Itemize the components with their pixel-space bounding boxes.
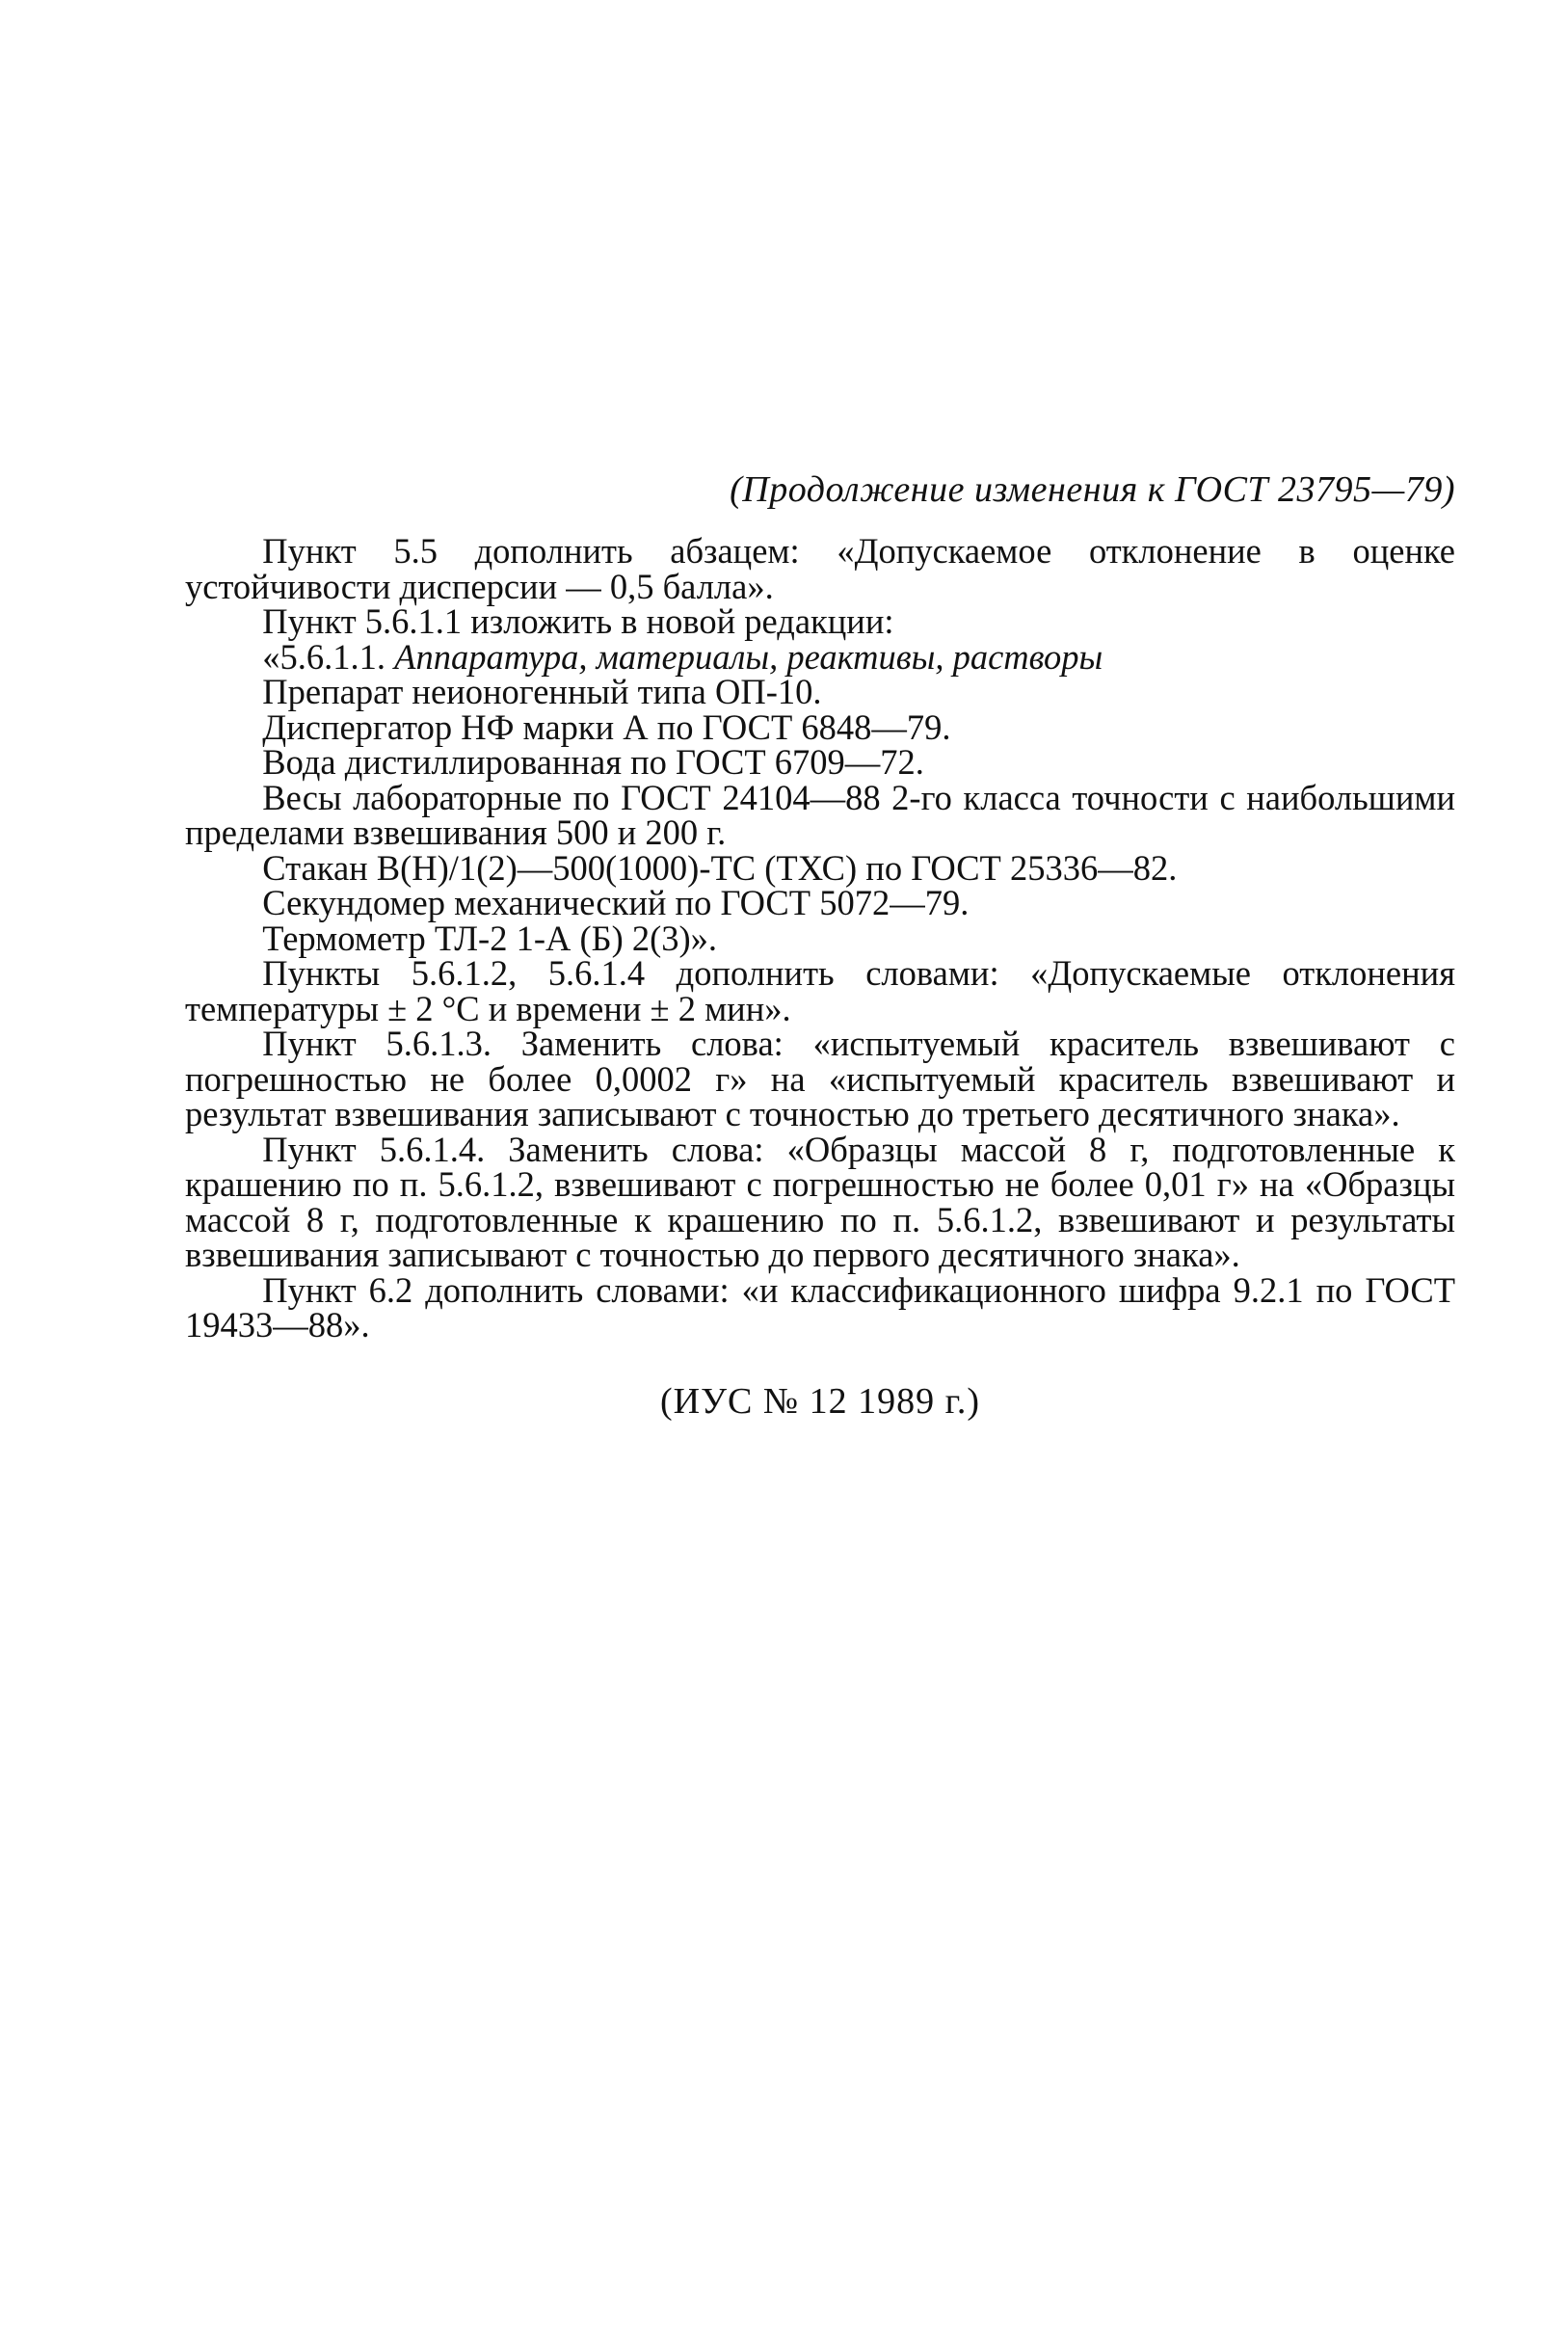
paragraph-5-6-1-1-intro: Пункт 5.6.1.1 изложить в новой редакции:	[262, 601, 894, 641]
list-item-beaker: Стакан В(Н)/1(2)—500(1000)-ТС (ТХС) по ГОСТ 25336—82.	[262, 847, 1178, 888]
clause-number: «5.6.1.1.	[262, 636, 386, 677]
document-header: (Продолжение изменения к ГОСТ 23795—79)	[730, 469, 1455, 510]
paragraph-5-6-1-2: Пункты 5.6.1.2, 5.6.1.4 дополнить словами: «Допускаемые отклонения температуры ± 2 °С и времени ± 2 мин».	[185, 953, 1455, 1028]
paragraph-6-2: Пункт 6.2 дополнить словами: «и классификационного шифра 9.2.1 по ГОСТ 19433—88».	[185, 1269, 1455, 1345]
list-item-thermometer: Термометр ТЛ-2 1-А (Б) 2(3)».	[262, 918, 718, 958]
list-item-dispersant: Диспергатор НФ марки А по ГОСТ 6848—79.	[262, 706, 951, 747]
document-footer: (ИУС № 12 1989 г.)	[659, 1380, 981, 1422]
amendment-text-block	[185, 470, 1455, 1421]
clause-title: Аппаратура, материалы, реактивы, растворы	[394, 636, 1103, 677]
list-item-scales: Весы лабораторные по ГОСТ 24104—88 2-го класса точности с наибольшими пределами взвешивания 500 и 200 г.	[185, 777, 1455, 852]
list-item-stopwatch: Секундомер механический по ГОСТ 5072—79.	[262, 883, 970, 922]
paragraph-5-6-1-4: Пункт 5.6.1.4. Заменить слова: «Образцы массой 8 г, подготовленные к крашению по п. 5.6.1.2, взвешивают с погрешностью не более 0,01 г» на «Образцы массой 8 г, подготовленные к крашению по п. 5.6.1.2, взвешивают и результаты взвешивания записывают с точностью до первого десятичного знака».	[185, 1129, 1455, 1274]
list-item-preparation: Препарат неионогенный типа ОП-10.	[262, 672, 822, 711]
paragraph-5-6-1-3: Пункт 5.6.1.3. Заменить слова: «испытуемый краситель взвешивают с погрешностью не более 0,0002 г» на «испытуемый краситель взвешивают и результат взвешивания записывают с точностью до третьего десятичного знака».	[185, 1024, 1455, 1133]
paragraph-5-5: Пункт 5.5 дополнить абзацем: «Допускаемое отклонение в оценке устойчивости дисперсии — 0,5 балла».	[185, 531, 1455, 606]
list-item-water: Вода дистиллированная по ГОСТ 6709—72.	[262, 742, 924, 782]
paragraph-5-6-1-1-heading	[185, 636, 1455, 677]
